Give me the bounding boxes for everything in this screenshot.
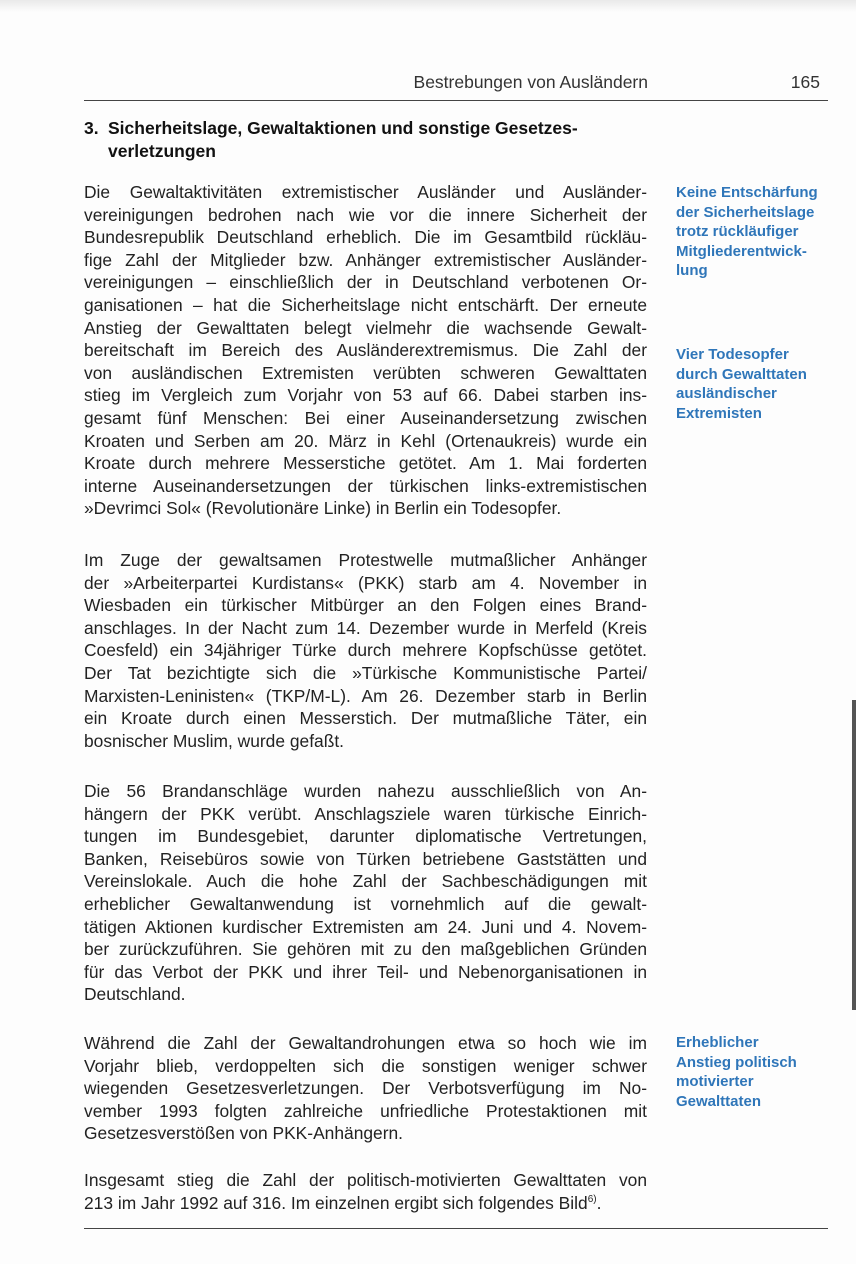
paragraph-line: hängern der PKK verübt. Anschlagsziele waren türkische Einrich- [84,803,647,824]
paragraph-line: vereinigungen bedrohen nach wie vor die innere Sicherheit der [84,204,647,225]
paragraph-line: gesamt fünf Menschen: Bei einer Auseinandersetzung zwischen [84,407,647,428]
section-title-line-2: verletzungen [108,141,216,161]
paragraph-5 [84,1169,647,1214]
scan-edge-shade [0,0,856,12]
margin-note-line: der Sicherheitslage [676,203,815,221]
paragraph-line: Gesetzesverstößen von PKK-Anhängern. [84,1123,404,1144]
paragraph-line: von ausländischen Extremisten verübten schweren Gewalttaten [84,362,647,383]
paragraph-line: tungen im Bundesgebiet, darunter diplomatische Vertretungen, [84,826,647,847]
paragraph-line-text: 213 im Jahr 1992 auf 316. Im einzelnen ergibt sich folgendes Bild [84,1192,588,1213]
running-header-title: Bestrebungen von Ausländern [413,72,648,92]
margin-note-line: Keine Entschärfung [676,184,818,201]
paragraph-line: ber zurückzuführen. Sie gehören mit zu den maßgeblichen Gründen [84,939,647,960]
margin-note-line: motivierter [676,1073,754,1090]
margin-note-line: Mitgliederentwick- [676,242,807,260]
paragraph-line: interne Auseinandersetzungen der türkischen links-extremistischen [84,475,647,496]
margin-note-line: Gewalttaten [676,1092,762,1110]
running-header [84,70,828,98]
paragraph-line: Kroate durch mehrere Messerstiche getötet. Am 1. Mai forderten [84,453,647,474]
paragraph-line: bosnischer Muslim, wurde gefaßt. [84,730,344,751]
paragraph-line: erheblicher Gewaltanwendung ist vornehmlich auf die gewalt- [84,893,647,914]
paragraph-line: Coesfeld) ein 34jähriger Türke durch mehrere Kopfschüsse getötet. [84,640,647,661]
paragraph-line: fige Zahl der Mitglieder bzw. Anhänger extremistischer Ausländer- [84,249,647,270]
paragraph-line: Bundesrepublik Deutschland erheblich. Die im Gesamtbild rückläu- [84,227,647,248]
margin-note-3 [676,1033,846,1111]
paragraph-1 [84,181,647,520]
paragraph-line: wiegenden Gesetzesverletzungen. Der Verbotsverfügung im No- [84,1078,647,1099]
paragraph-line: der »Arbeiterpartei Kurdistans« (PKK) starb am 4. November in [84,572,647,593]
paragraph-line: Insgesamt stieg die Zahl der politisch-motivierten Gewalttaten von [84,1170,647,1190]
margin-note-1 [676,183,846,281]
margin-note-line: Extremisten [676,404,762,422]
paragraph-line: anschlages. In der Nacht zum 14. Dezember wurde in Merfeld (Kreis [84,617,647,638]
margin-note-line: trotz rückläufiger [676,223,799,240]
paragraph-line: vereinigungen – einschließlich der in Deutschland verbotenen Or- [84,272,647,293]
paragraph-line: Im Zuge der gewaltsamen Protestwelle mutmaßlicher Anhänger [84,550,647,570]
paragraph-line: stieg im Vergleich zum Vorjahr von 53 auf 66. Dabei starben ins- [84,385,647,406]
margin-note-line: lung [676,262,708,279]
page-number: 165 [790,72,820,92]
section-heading [84,117,654,163]
paragraph-line: Wiesbaden ein türkischer Mitbürger an den Folgen eines Brand- [84,595,647,616]
paragraph-line-with-footnote [84,1192,647,1215]
paragraph-line: für das Verbot der PKK und ihrer Teil- und Nebenorganisationen in [84,961,647,982]
paragraph-4 [84,1032,647,1145]
margin-note-line: Vier Todesopfer [676,346,789,363]
sentence-end: . [596,1192,602,1213]
margin-note-line: durch Gewalttaten [676,365,807,383]
paragraph-line: ein Kroate durch einen Messerstich. Der mutmaßliche Täter, ein [84,708,647,729]
paragraph-line: Die Gewaltaktivitäten extremistischer Ausländer und Ausländer- [84,182,647,202]
paragraph-line: Anstieg der Gewalttaten belegt vielmehr die wachsende Gewalt- [84,317,647,338]
margin-note-line: Erheblicher [676,1034,759,1051]
paragraph-2 [84,549,647,752]
paragraph-line: Marxisten-Leninisten« (TKP/M-L). Am 26. Dezember starb in Berlin [84,685,647,706]
page-edge-marker [852,700,856,1010]
paragraph-line: Kroaten und Serben am 20. März in Kehl (Ortenaukreis) wurde ein [84,430,647,451]
section-number: 3. [84,118,99,138]
paragraph-3 [84,780,647,1006]
paragraph-line: Vereinslokale. Auch die hohe Zahl der Sachbeschädigungen mit [84,871,647,892]
paragraph-line: vember 1993 folgten zahlreiche unfriedliche Protestaktionen mit [84,1100,647,1121]
paragraph-line: Banken, Reisebüros sowie von Türken betriebene Gaststätten und [84,848,647,869]
paragraph-line: Während die Zahl der Gewaltandrohungen etwa so hoch wie im [84,1033,647,1053]
section-title-line-1: Sicherheitslage, Gewaltaktionen und sonstige Gesetzes- [108,118,578,138]
paragraph-line: Deutschland. [84,984,186,1005]
paragraph-line: bereitschaft im Bereich des Ausländerextremismus. Die Zahl der [84,340,647,361]
margin-note-2 [676,345,846,423]
footnote-reference[interactable]: 6) [587,1193,597,1205]
paragraph-line: Der Tat bezichtigte sich die »Türkische Kommunistische Partei/ [84,662,647,683]
margin-note-line: ausländischer [676,385,777,402]
paragraph-line: ganisationen – hat die Sicherheitslage nicht entschärft. Der erneute [84,294,647,315]
paragraph-line: »Devrimci Sol« (Revolutionäre Linke) in Berlin ein Todesopfer. [84,498,562,519]
footer-rule [84,1228,828,1229]
margin-note-line: Anstieg politisch [676,1053,797,1071]
paragraph-line: tätigen Aktionen kurdischer Extremisten am 24. Juni und 4. Novem- [84,916,647,937]
paragraph-line: Vorjahr blieb, verdoppelten sich die sonstigen weniger schwer [84,1055,647,1076]
header-rule [84,100,828,101]
paragraph-line: Die 56 Brandanschläge wurden nahezu ausschließlich von An- [84,781,647,801]
